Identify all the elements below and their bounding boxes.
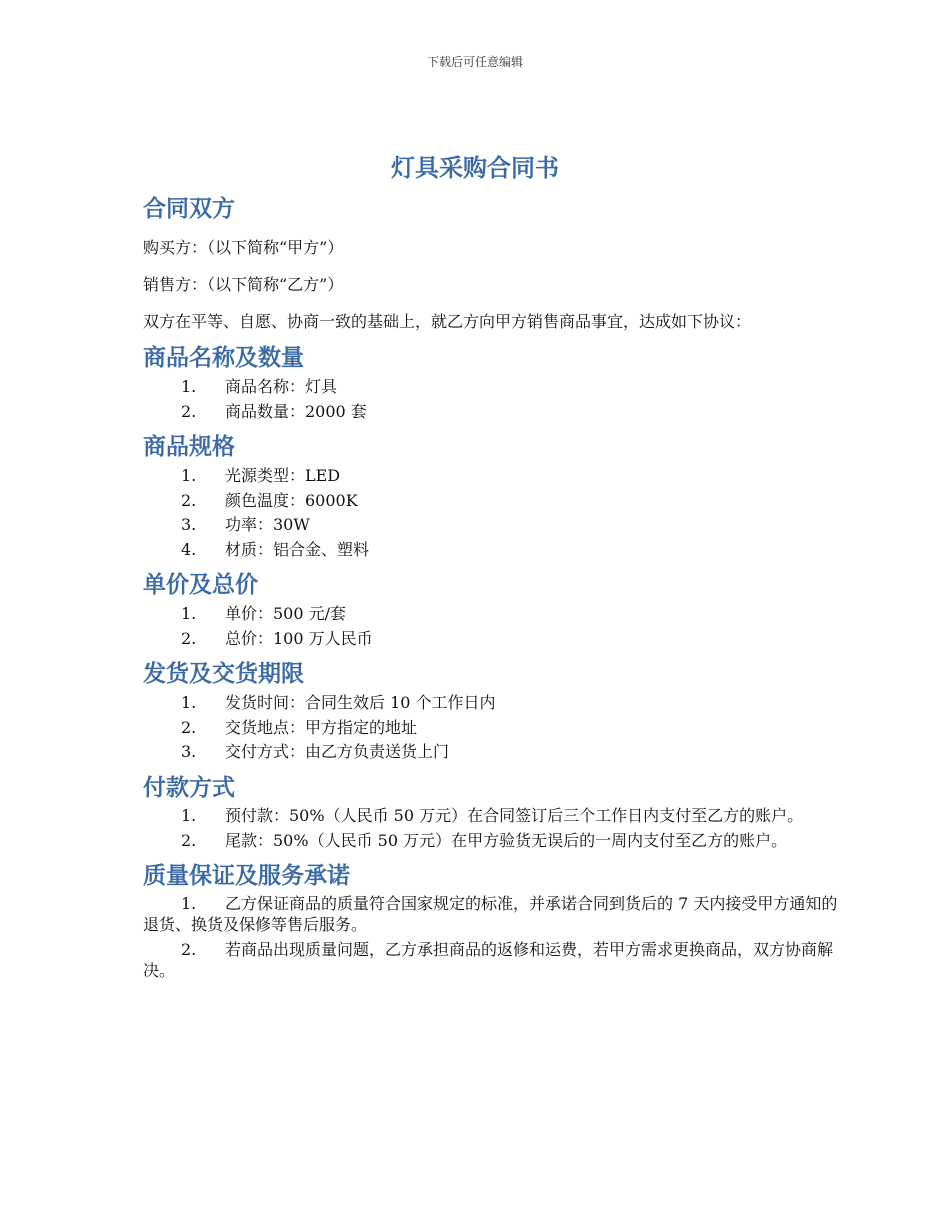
list-text: 材质：铝合金、塑料 (225, 539, 370, 559)
list-number: 2. (181, 628, 197, 648)
document-title: 灯具采购合同书 (391, 154, 559, 182)
list-item (143, 740, 843, 765)
list-number: 3. (181, 515, 197, 534)
list-number: 2. (181, 830, 197, 850)
list-text: 交货地点：甲方指定的地址 (225, 717, 418, 737)
list-text: 乙方保证商品的质量符合国家规定的标准，并承诺合同到货后的 7 天内接受甲方通知的退货、换货及保修等售后服务。 (143, 893, 838, 934)
list-text: 总价：100 万人民币 (225, 628, 373, 648)
product-list (143, 375, 843, 424)
list-number: 2. (181, 717, 197, 737)
price-list (143, 602, 843, 651)
list-item (143, 893, 843, 935)
section-heading-spec: 商品规格 (143, 434, 235, 460)
spec-list (143, 464, 843, 562)
list-text: 商品数量：2000 套 (225, 401, 367, 421)
list-item (143, 691, 843, 716)
section-heading-price: 单价及总价 (143, 572, 258, 598)
section-heading-payment: 付款方式 (143, 774, 235, 801)
list-number: 2. (181, 490, 197, 510)
list-number: 1. (181, 466, 197, 485)
list-item (143, 627, 843, 652)
list-item (143, 830, 843, 851)
list-item (143, 602, 843, 627)
list-text: 单价：500 元/套 (225, 604, 347, 623)
list-item (143, 939, 843, 981)
list-number: 1. (181, 805, 197, 825)
list-text: 光源类型：LED (225, 466, 341, 485)
list-text: 预付款：50%（人民币 50 万元）在合同签订后三个工作日内支付至乙方的账户。 (225, 805, 804, 825)
document-body (143, 192, 843, 989)
list-text: 颜色温度：6000K (225, 490, 358, 510)
list-number: 3. (181, 742, 197, 761)
list-text: 商品名称：灯具 (225, 377, 338, 396)
list-item (143, 805, 843, 826)
section-heading-delivery: 发货及交货期限 (143, 661, 304, 687)
list-text: 交付方式：由乙方负责送货上门 (225, 742, 450, 761)
list-item (143, 464, 843, 489)
buyer-line: 购买方：（以下简称“甲方”） (143, 238, 344, 257)
list-item (143, 489, 843, 514)
list-number: 2. (181, 939, 197, 959)
list-number: 1. (181, 693, 197, 712)
seller-line: 销售方：（以下简称“乙方”） (143, 275, 344, 294)
list-item (143, 716, 843, 741)
list-item (143, 538, 843, 563)
delivery-list (143, 691, 843, 765)
header-note: 下载后可任意编辑 (426, 55, 523, 69)
list-text: 尾款：50%（人民币 50 万元）在甲方验货无误后的一周内支付至乙方的账户。 (225, 830, 788, 850)
list-item (143, 513, 843, 538)
list-number: 1. (181, 604, 197, 623)
intro-paragraph: 双方在平等、自愿、协商一致的基础上，就乙方向甲方销售商品事宜，达成如下协议： (143, 312, 752, 331)
list-text: 发货时间：合同生效后 10 个工作日内 (225, 693, 496, 712)
list-number: 2. (181, 401, 197, 421)
list-text: 若商品出现质量问题，乙方承担商品的返修和运费，若甲方需求更换商品，双方协商解决。 (143, 939, 834, 980)
section-heading-quality: 质量保证及服务承诺 (143, 862, 350, 889)
list-text: 功率：30W (225, 515, 310, 534)
section-heading-product: 商品名称及数量 (143, 345, 304, 371)
list-item (143, 400, 843, 425)
payment-list (143, 805, 843, 851)
section-heading-parties: 合同双方 (143, 196, 235, 222)
list-number: 1. (181, 893, 197, 913)
list-item (143, 375, 843, 400)
quality-list (143, 893, 843, 981)
list-number: 4. (181, 539, 197, 559)
list-number: 1. (181, 377, 197, 396)
